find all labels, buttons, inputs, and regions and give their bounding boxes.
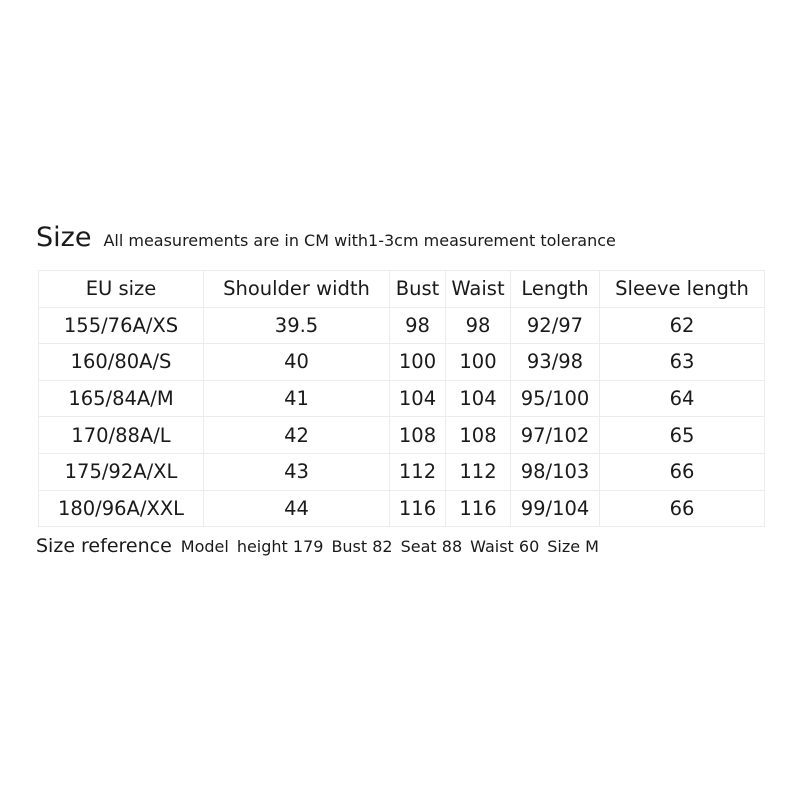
cell-bust: 112 <box>390 453 446 490</box>
cell-shoulder-width: 41 <box>204 380 390 417</box>
cell-length: 95/100 <box>511 380 600 417</box>
table-row <box>39 344 765 381</box>
cell-length: 93/98 <box>511 344 600 381</box>
cell-length: 98/103 <box>511 453 600 490</box>
cell-sleeve-length: 63 <box>600 344 765 381</box>
reference-height: height 179 <box>236 537 324 556</box>
table-row <box>39 417 765 454</box>
cell-shoulder-width: 44 <box>204 490 390 527</box>
size-reference-label: Size reference <box>36 535 172 557</box>
cell-sleeve-length: 66 <box>600 453 765 490</box>
table-row <box>39 453 765 490</box>
cell-bust: 116 <box>390 490 446 527</box>
cell-eu-size: 155/76A/XS <box>39 307 204 344</box>
cell-bust: 108 <box>390 417 446 454</box>
cell-shoulder-width: 43 <box>204 453 390 490</box>
cell-waist: 116 <box>446 490 511 527</box>
column-header-eu-size: EU size <box>39 271 204 308</box>
cell-length: 92/97 <box>511 307 600 344</box>
reference-seat: Seat 88 <box>400 537 463 556</box>
cell-eu-size: 165/84A/M <box>39 380 204 417</box>
size-header <box>36 222 616 262</box>
cell-waist: 104 <box>446 380 511 417</box>
cell-eu-size: 180/96A/XXL <box>39 490 204 527</box>
cell-length: 97/102 <box>511 417 600 454</box>
reference-model: Model <box>180 537 229 556</box>
column-header-bust: Bust <box>390 271 446 308</box>
cell-waist: 108 <box>446 417 511 454</box>
cell-eu-size: 170/88A/L <box>39 417 204 454</box>
cell-waist: 100 <box>446 344 511 381</box>
cell-waist: 112 <box>446 453 511 490</box>
cell-waist: 98 <box>446 307 511 344</box>
table-row <box>39 490 765 527</box>
cell-bust: 104 <box>390 380 446 417</box>
cell-bust: 98 <box>390 307 446 344</box>
size-reference <box>36 535 599 557</box>
cell-length: 99/104 <box>511 490 600 527</box>
size-title: Size <box>36 222 92 253</box>
cell-shoulder-width: 42 <box>204 417 390 454</box>
cell-bust: 100 <box>390 344 446 381</box>
reference-size: Size M <box>547 537 599 556</box>
column-header-length: Length <box>511 271 600 308</box>
reference-waist: Waist 60 <box>470 537 540 556</box>
cell-sleeve-length: 64 <box>600 380 765 417</box>
cell-shoulder-width: 40 <box>204 344 390 381</box>
cell-sleeve-length: 66 <box>600 490 765 527</box>
table-row <box>39 307 765 344</box>
table-row <box>39 380 765 417</box>
size-chart-table <box>38 270 765 527</box>
table-header-row <box>39 271 765 308</box>
cell-eu-size: 175/92A/XL <box>39 453 204 490</box>
cell-sleeve-length: 65 <box>600 417 765 454</box>
column-header-waist: Waist <box>446 271 511 308</box>
measurement-note: All measurements are in CM with1-3cm measurement tolerance <box>103 231 616 250</box>
column-header-shoulder-width: Shoulder width <box>204 271 390 308</box>
cell-shoulder-width: 39.5 <box>204 307 390 344</box>
reference-bust: Bust 82 <box>331 537 393 556</box>
column-header-sleeve-length: Sleeve length <box>600 271 765 308</box>
cell-eu-size: 160/80A/S <box>39 344 204 381</box>
cell-sleeve-length: 62 <box>600 307 765 344</box>
